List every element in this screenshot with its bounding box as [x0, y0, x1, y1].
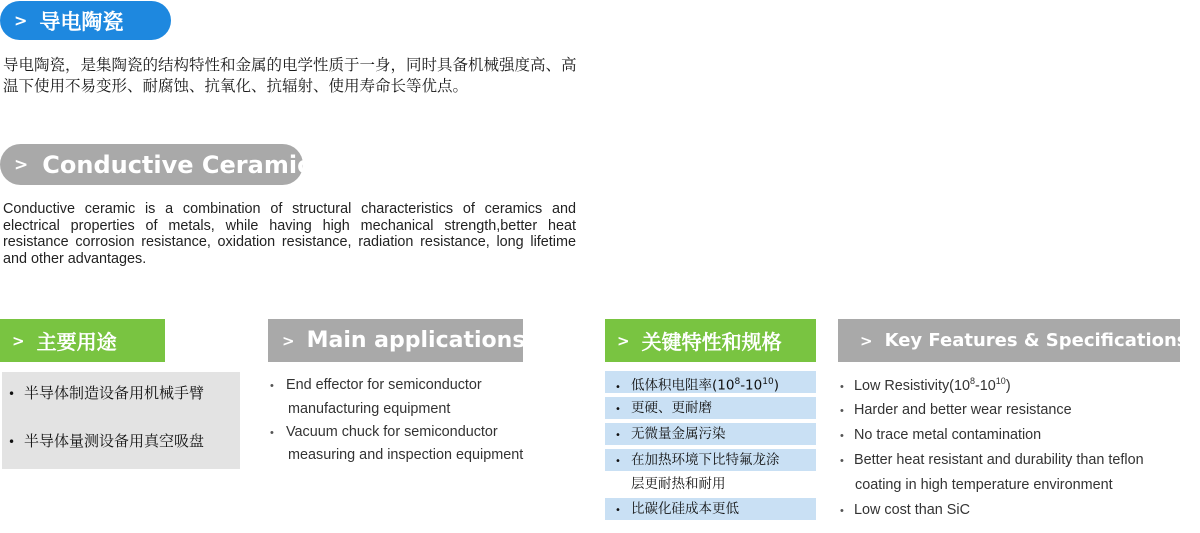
list-item: • 在加热环境下比特氟龙涂: [605, 449, 816, 471]
header-en-pill: [0, 144, 326, 185]
bullet-dot-icon: •: [615, 505, 621, 516]
bullet-dot-icon: •: [8, 435, 16, 449]
chevron-right-icon: >: [860, 331, 873, 350]
bullet-dot-icon: •: [840, 405, 844, 417]
list-item-continuation: 层更耐热和耐用: [631, 476, 726, 492]
intro-cn-paragraph: 导电陶瓷，是集陶瓷的结构特性和金属的电学性质于一身，同时具备机械强度高、高温下使用不易变形、耐腐蚀、抗氧化、抗辐射、使用寿命长等优点。: [3, 56, 577, 95]
bullet-dot-icon: •: [840, 455, 844, 467]
list-item-continuation: coating in high temperature environment: [855, 477, 1113, 493]
chevron-right-icon: >: [14, 154, 29, 175]
header-cn-title: 导电陶瓷: [39, 9, 124, 34]
features-en-title: Key Features & Specifications: [884, 330, 1188, 351]
bullet-dot-icon: •: [8, 387, 16, 401]
chevron-right-icon: >: [12, 331, 25, 350]
bullet-dot-icon: •: [840, 505, 844, 517]
header-en-title: Conductive Ceramics: [42, 150, 326, 179]
applications-en-tab: [268, 319, 526, 362]
chevron-right-icon: >: [14, 11, 28, 30]
features-en-tab: [838, 319, 1188, 362]
list-item: • End effector for semiconductor: [270, 377, 482, 393]
header-cn-pill: [0, 1, 171, 40]
applications-cn-title: 主要用途: [36, 330, 117, 354]
bullet-dot-icon: •: [615, 404, 621, 415]
list-item: • 低体积电阻率$(10^8-10^{10})$: [605, 371, 816, 393]
list-item: • 更硬、更耐磨: [605, 397, 816, 419]
list-item: • 比碳化硅成本更低: [605, 498, 816, 520]
bullet-dot-icon: •: [840, 430, 844, 442]
bullet-dot-icon: •: [270, 427, 274, 439]
list-item: • 半导体量测设备用真空吸盘: [8, 432, 205, 450]
list-item-continuation: manufacturing equipment: [288, 401, 451, 417]
features-cn-title: 关键特性和规格: [641, 330, 782, 354]
applications-en-title: Main applications: [306, 328, 526, 353]
chevron-right-icon: >: [282, 331, 295, 350]
applications-cn-tab: [0, 319, 165, 362]
list-item: • 无微量金属污染: [605, 423, 816, 445]
features-cn-tab: [605, 319, 816, 362]
bullet-dot-icon: •: [615, 456, 621, 467]
list-item: • Vacuum chuck for semiconductor: [270, 424, 498, 440]
list-item: • No trace metal contamination: [840, 427, 1042, 443]
list-item: • Low cost than SiC: [840, 502, 970, 518]
bullet-dot-icon: •: [840, 380, 844, 393]
list-item: • Low $Resistivity(10^8-10^{10})$: [840, 376, 1011, 394]
chevron-right-icon: >: [617, 331, 630, 350]
list-item: • 半导体制造设备用机械手臂: [8, 384, 205, 402]
bullet-dot-icon: •: [270, 380, 274, 392]
list-item: • Better heat resistant and durability than teflon: [840, 452, 1144, 468]
list-item: • Harder and better wear resistance: [840, 402, 1072, 418]
intro-en-paragraph: Conductive ceramic is a combination of structural characteristics of ceramics and electrical properties of metals, while having high mechanical strength,better heat resistance corrosion resistance, oxidation resistance, radiation resistance, long lifetime and other advantages.: [3, 201, 576, 267]
list-item-continuation: measuring and inspection equipment: [288, 447, 524, 463]
bullet-dot-icon: •: [615, 430, 621, 441]
bullet-dot-icon: •: [615, 381, 621, 393]
applications-cn-list: [2, 372, 240, 469]
